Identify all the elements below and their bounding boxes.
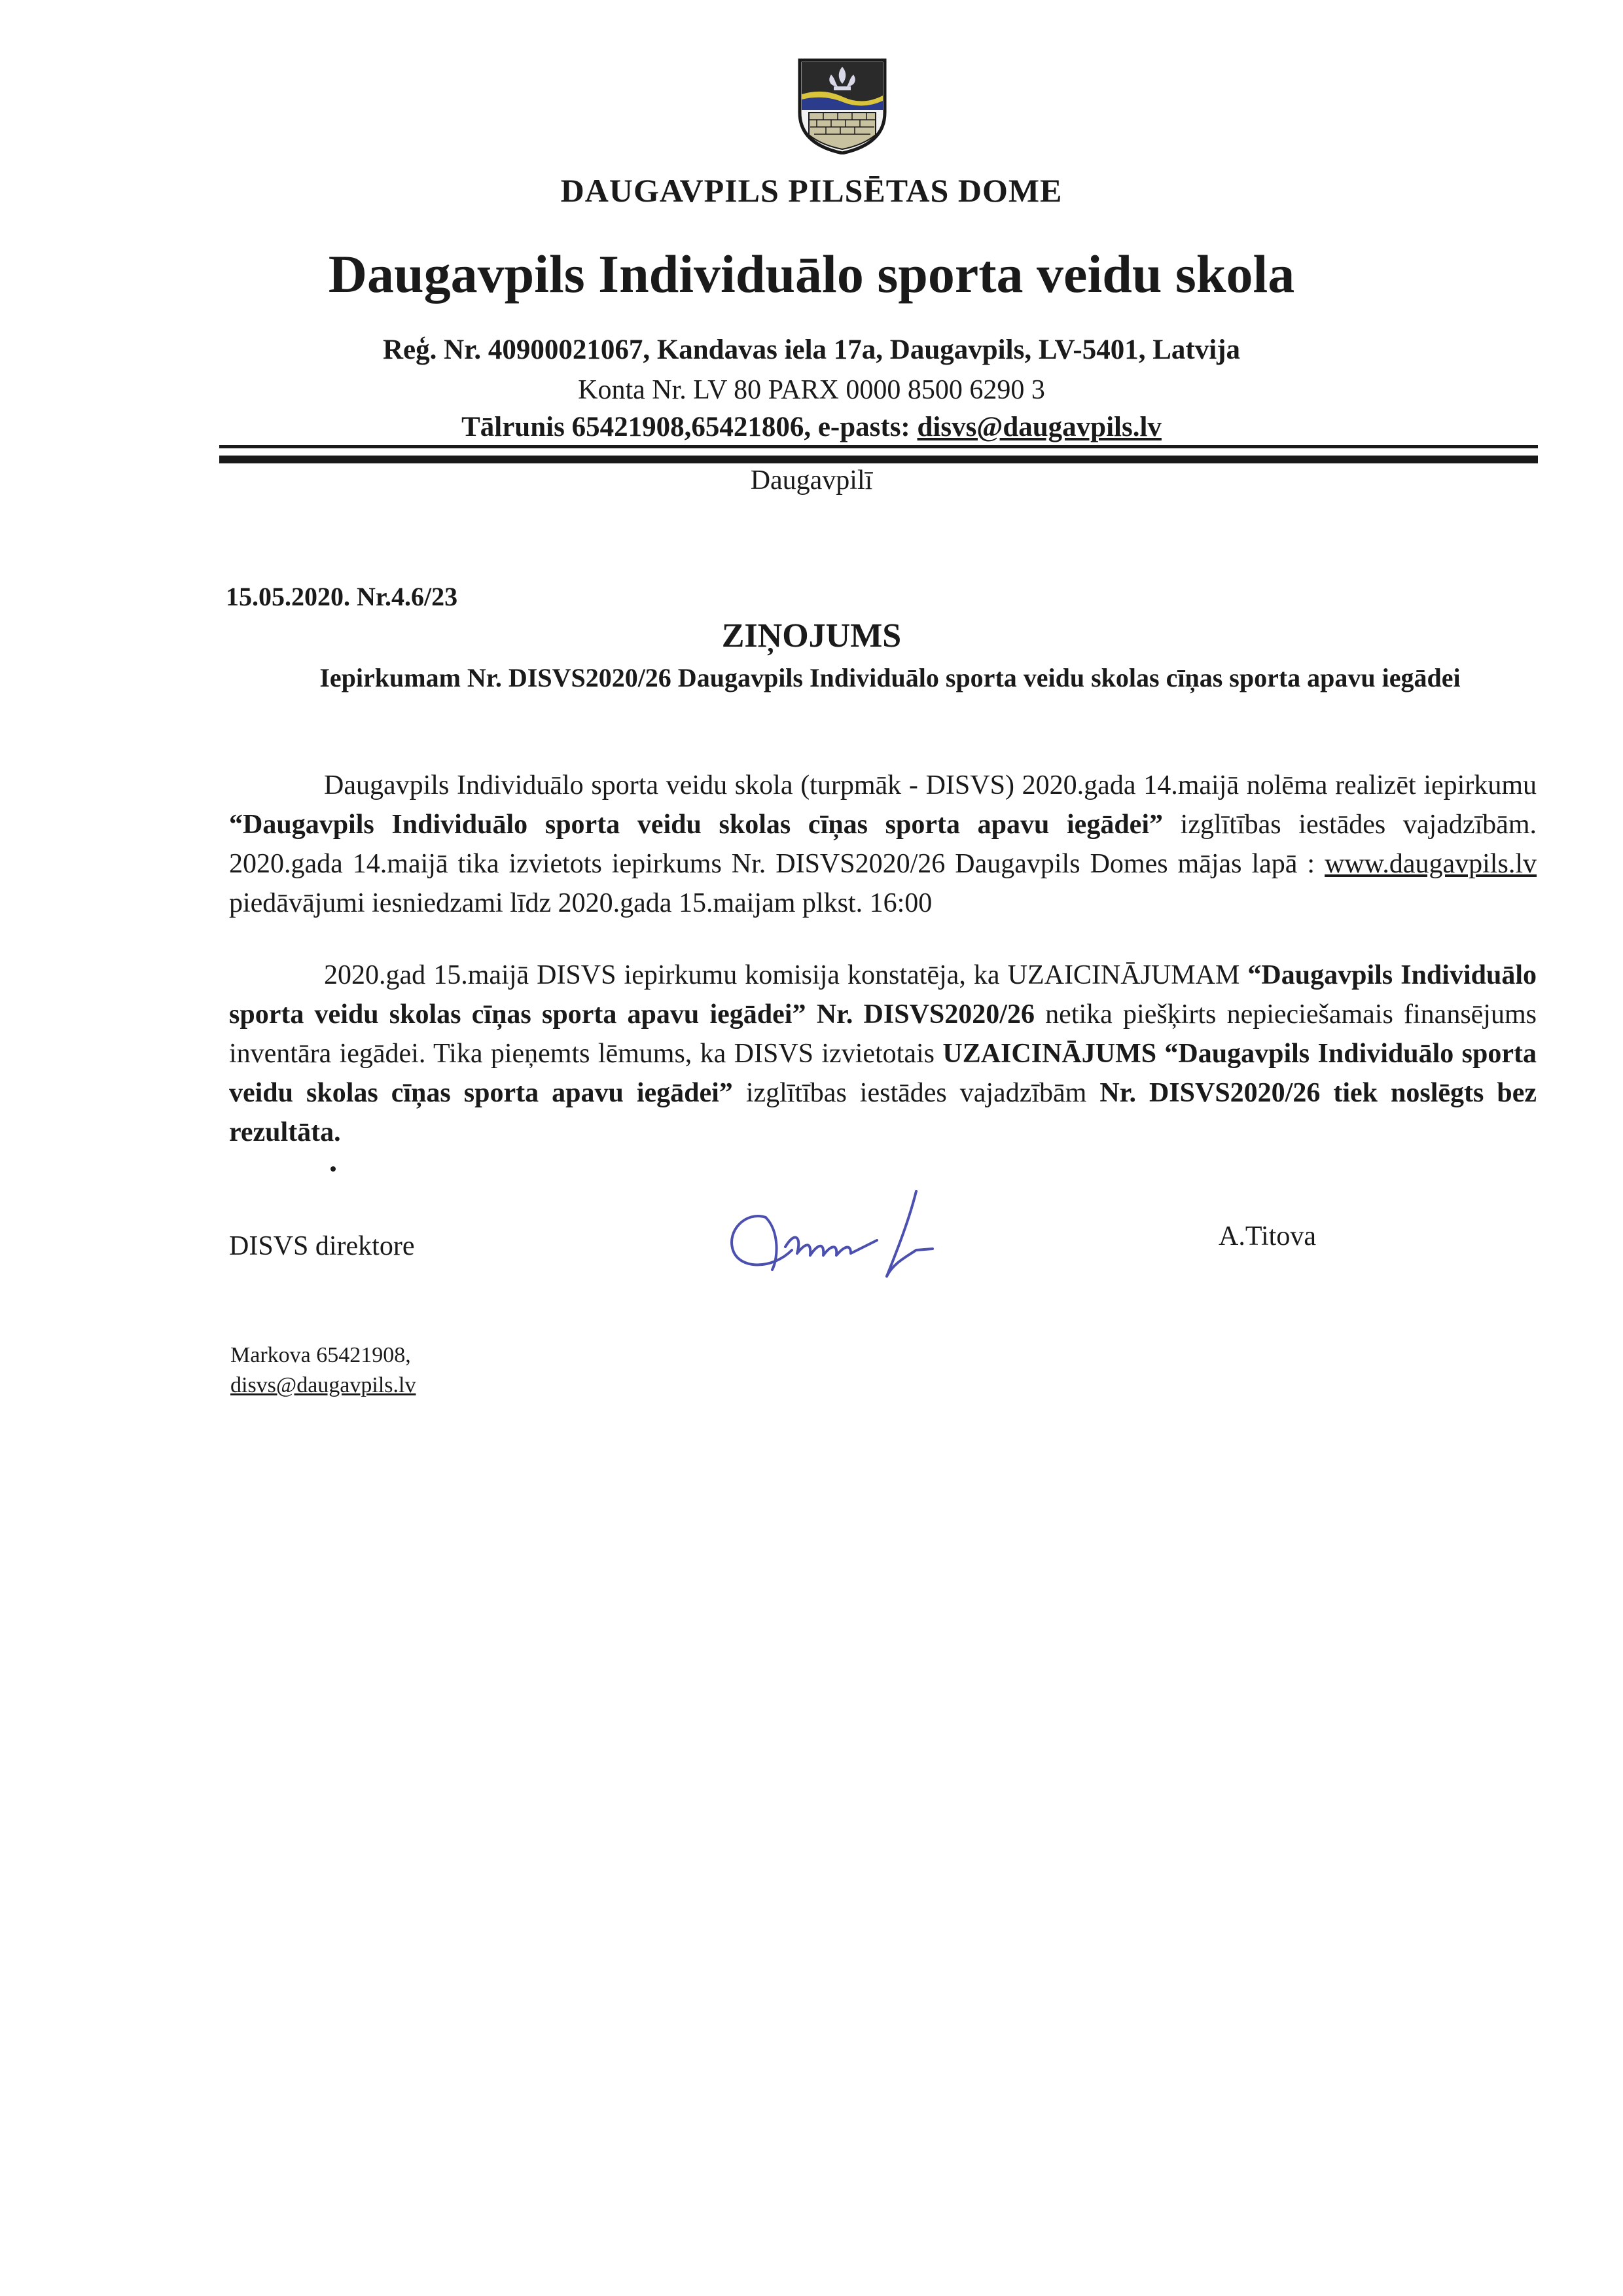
place-of-issue: Daugavpilī [750,465,873,495]
contact-person-block [230,1340,416,1401]
coat-of-arms-icon [797,58,887,154]
p2-bold-3: Nr. DISVS2020/26 tiek noslēgts bez rezultāta. [229,1078,1537,1147]
city-council-heading: DAUGAVPILS PILSĒTAS DOME [560,172,1063,209]
body-paragraph-2 [229,956,1537,1152]
body-paragraph-1 [229,766,1537,923]
document-title: ZIŅOJUMS [721,617,902,655]
document-subtitle: Iepirkumam Nr. DISVS2020/26 Daugavpils Individuālo sporta veidu skolas cīņas sporta apavu iegādei [319,663,1461,692]
phone-text: Tālrunis 65421908,65421806, e-pasts: [461,412,918,442]
director-position: DISVS direktore [229,1231,415,1261]
p1-bold-1: “Daugavpils Individuālo sporta veidu skolas cīņas sporta apavu iegādei” [229,810,1163,840]
account-line: Konta Nr. LV 80 PARX 0000 8500 6290 3 [578,375,1045,405]
contact-line [0,411,1623,443]
document-date-number: 15.05.2020. Nr.4.6/23 [226,582,458,611]
registration-line: Reģ. Nr. 40900021067, Kandavas iela 17a, Daugavpils, LV-5401, Latvija [382,334,1240,365]
stray-dot [330,1166,336,1172]
p1-text-2: izglītības iestādes vajadzībām. 2020.gada 14.maijā tika izvietots iepirkums Nr. DISVS2020/26 Daugavpils Domes mājas lapā : [229,810,1537,879]
website-link[interactable]: www.daugavpils.lv [1325,849,1537,879]
header-divider-thick [219,456,1538,463]
signature-icon [720,1178,962,1289]
header-email-link[interactable]: disvs@daugavpils.lv [917,412,1162,442]
p1-text-1: Daugavpils Individuālo sporta veidu skola (turpmāk - DISVS) 2020.gada 14.maijā nolēma realizēt iepirkumu [324,770,1537,800]
header-divider-thin [219,445,1538,448]
p2-bold-2: UZAICINĀJUMS “Daugavpils Individuālo sporta veidu skolas cīņas sporta apavu iegādei” [229,1039,1537,1108]
p2-text-3: izglītības iestādes vajadzībām [732,1078,1100,1108]
p2-text-2: netika piešķirts nepieciešamais finansējums inventāra iegādei. Tika pieņemts lēmums, ka DISVS izvietotais [229,999,1537,1069]
director-name: A.Titova [1219,1221,1316,1251]
p1-text-3: piedāvājumi iesniedzami līdz 2020.gada 15.maijam plkst. 16:00 [229,888,933,918]
school-name-heading: Daugavpils Individuālo sporta veidu skola [328,244,1295,304]
p2-bold-1: “Daugavpils Individuālo sporta veidu skolas cīņas sporta apavu iegādei” Nr. DISVS2020/26 [229,960,1537,1030]
contact-person: Markova 65421908, [230,1343,411,1367]
p2-text-1: 2020.gad 15.maijā DISVS iepirkumu komisija konstatēja, ka UZAICINĀJUMAM [324,960,1248,990]
contact-email-link[interactable]: disvs@daugavpils.lv [230,1373,416,1397]
